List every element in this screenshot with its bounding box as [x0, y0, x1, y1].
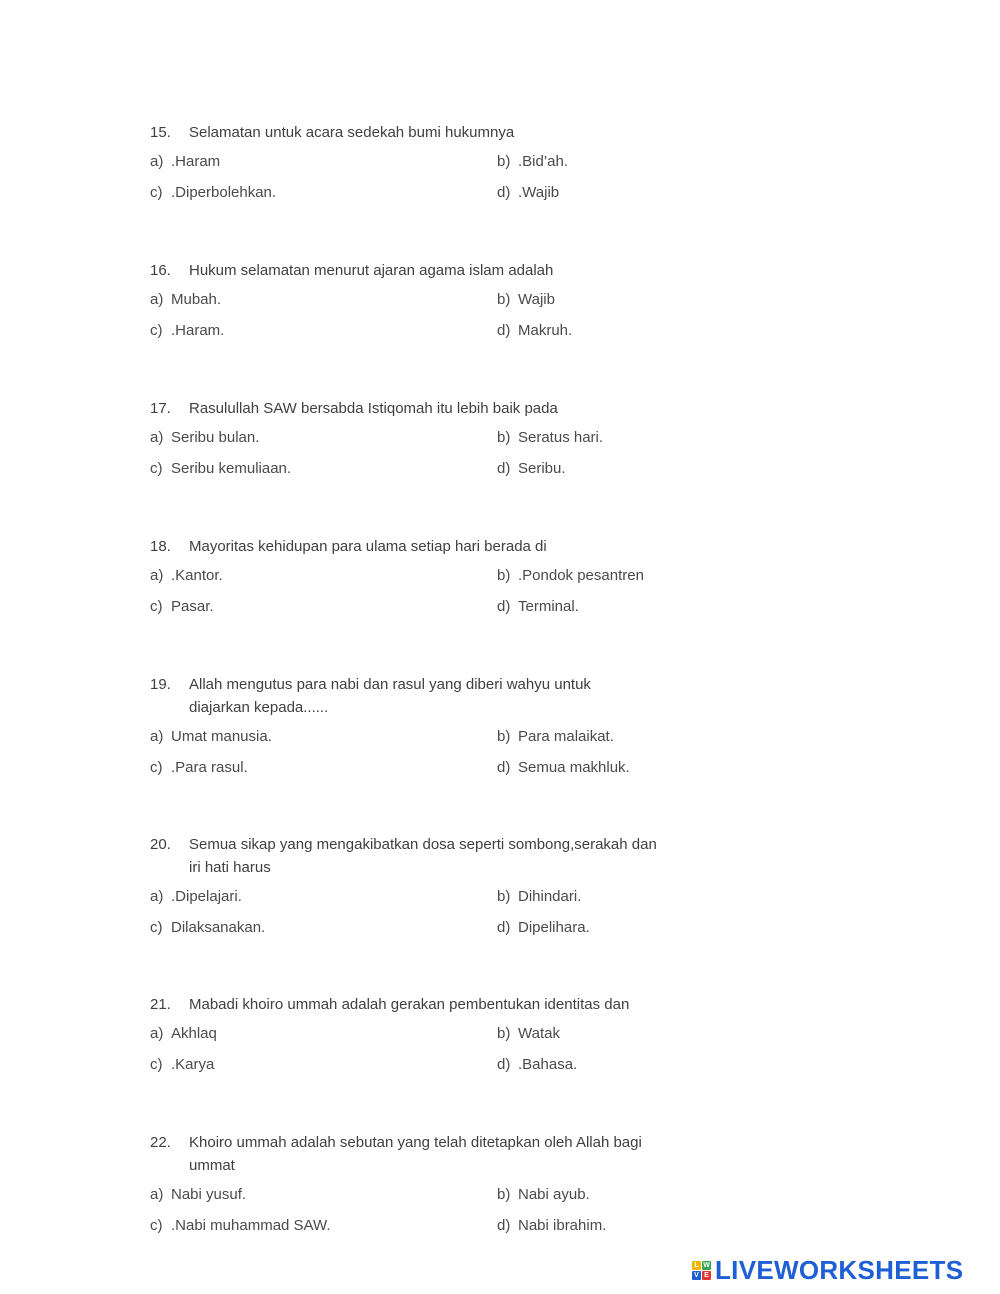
question-text: Semua sikap yang mengakibatkan dosa seperti sombong,serakah dan iri hati harus: [189, 836, 657, 876]
option-text: Semua makhluk.: [518, 759, 630, 776]
option-a[interactable]: [150, 152, 220, 172]
question-19: [150, 673, 710, 789]
option-label: a): [150, 429, 164, 446]
option-c[interactable]: [150, 459, 291, 479]
option-label: b): [497, 567, 511, 584]
question-stem: [150, 673, 710, 719]
question-text: Allah mengutus para nabi dan rasul yang diberi wahyu untuk diajarkan kepada......: [189, 676, 591, 716]
question-15: [150, 121, 710, 214]
option-a[interactable]: [150, 887, 242, 907]
option-text: Nabi ayub.: [518, 1186, 590, 1203]
liveworksheets-brand: [692, 1255, 963, 1286]
options: [150, 290, 710, 352]
question-number: 19.: [150, 676, 171, 693]
option-a[interactable]: [150, 1185, 246, 1205]
option-c[interactable]: [150, 597, 214, 617]
question-number: 16.: [150, 262, 171, 279]
option-label: d): [497, 759, 511, 776]
option-text: .Kantor.: [171, 567, 223, 584]
option-label: c): [150, 919, 163, 936]
option-label: d): [497, 460, 511, 477]
option-a[interactable]: [150, 727, 272, 747]
option-d[interactable]: [497, 758, 630, 778]
option-text: .Haram: [171, 153, 221, 170]
logo-tile: E: [702, 1271, 711, 1280]
option-a[interactable]: [150, 1024, 217, 1044]
option-text: Dihindari.: [518, 888, 582, 905]
option-text: .Haram.: [171, 322, 225, 339]
option-label: d): [497, 919, 511, 936]
option-text: Akhlaq: [171, 1025, 217, 1042]
option-b[interactable]: [497, 290, 555, 310]
option-b[interactable]: [497, 727, 614, 747]
option-label: a): [150, 1186, 164, 1203]
options: [150, 1185, 710, 1247]
option-label: b): [497, 1186, 511, 1203]
option-b[interactable]: [497, 887, 581, 907]
option-label: d): [497, 598, 511, 615]
option-b[interactable]: [497, 566, 644, 586]
option-c[interactable]: [150, 1216, 331, 1236]
option-c[interactable]: [150, 183, 276, 203]
question-text: Selamatan untuk acara sedekah bumi hukumnya: [189, 124, 515, 141]
option-c[interactable]: [150, 918, 265, 938]
logo-tile: V: [692, 1271, 701, 1280]
option-label: b): [497, 728, 511, 745]
options: [150, 428, 710, 490]
question-stem: [150, 397, 710, 420]
option-text: .Bid’ah.: [518, 153, 569, 170]
question-text: Rasulullah SAW bersabda Istiqomah itu lebih baik pada: [189, 400, 558, 417]
option-text: .Pondok pesantren: [518, 567, 644, 584]
options: [150, 152, 710, 214]
option-text: Seribu bulan.: [171, 429, 260, 446]
option-text: .Diperbolehkan.: [171, 184, 277, 201]
question-number: 20.: [150, 836, 171, 853]
option-c[interactable]: [150, 1055, 214, 1075]
question-number: 15.: [150, 124, 171, 141]
question-stem: [150, 1131, 710, 1177]
question-text: Mabadi khoiro ummah adalah gerakan pembentukan identitas dan: [189, 996, 630, 1013]
option-text: Wajib: [518, 291, 555, 308]
question-stem: [150, 993, 710, 1016]
option-text: Makruh.: [518, 322, 573, 339]
question-number: 22.: [150, 1134, 171, 1151]
option-text: .Wajib: [518, 184, 560, 201]
option-text: Nabi ibrahim.: [518, 1217, 607, 1234]
option-label: b): [497, 1025, 511, 1042]
question-18: [150, 535, 710, 628]
option-text: .Nabi muhammad SAW.: [171, 1217, 331, 1234]
option-label: d): [497, 1056, 511, 1073]
option-text: Seratus hari.: [518, 429, 604, 446]
option-text: Dipelihara.: [518, 919, 590, 936]
liveworksheets-logo-icon: [692, 1261, 711, 1280]
option-d[interactable]: [497, 459, 566, 479]
option-label: c): [150, 460, 163, 477]
question-number: 17.: [150, 400, 171, 417]
option-label: a): [150, 1025, 164, 1042]
question-stem: [150, 535, 710, 558]
option-label: a): [150, 567, 164, 584]
option-d[interactable]: [497, 183, 559, 203]
option-label: c): [150, 759, 163, 776]
option-c[interactable]: [150, 758, 248, 778]
option-d[interactable]: [497, 918, 590, 938]
option-label: d): [497, 184, 511, 201]
option-label: a): [150, 291, 164, 308]
option-text: Watak: [518, 1025, 560, 1042]
option-text: Seribu kemuliaan.: [171, 460, 292, 477]
options: [150, 1024, 710, 1086]
option-d[interactable]: [497, 321, 572, 341]
option-text: .Karya: [171, 1056, 215, 1073]
question-21: [150, 993, 710, 1086]
question-stem: [150, 259, 710, 282]
option-text: Terminal.: [518, 598, 579, 615]
option-b[interactable]: [497, 428, 603, 448]
option-c[interactable]: [150, 321, 224, 341]
option-label: a): [150, 888, 164, 905]
option-text: Nabi yusuf.: [171, 1186, 247, 1203]
options: [150, 887, 710, 949]
logo-tile: W: [703, 1262, 710, 1269]
option-label: a): [150, 728, 164, 745]
option-a[interactable]: [150, 290, 221, 310]
option-label: d): [497, 322, 511, 339]
question-20: [150, 833, 710, 949]
option-label: d): [497, 1217, 511, 1234]
question-number: 18.: [150, 538, 171, 555]
question-22: [150, 1131, 710, 1247]
option-text: Para malaikat.: [518, 728, 614, 745]
option-a[interactable]: [150, 428, 259, 448]
option-text: Pasar.: [171, 598, 214, 615]
options: [150, 727, 710, 789]
option-text: .Para rasul.: [171, 759, 248, 776]
option-label: b): [497, 429, 511, 446]
question-text: Khoiro ummah adalah sebutan yang telah ditetapkan oleh Allah bagi ummat: [189, 1134, 642, 1174]
question-16: [150, 259, 710, 352]
question-stem: [150, 833, 710, 879]
option-d[interactable]: [497, 1055, 577, 1075]
option-label: c): [150, 1217, 163, 1234]
option-text: Dilaksanakan.: [171, 919, 266, 936]
question-text: Hukum selamatan menurut ajaran agama islam adalah: [189, 262, 554, 279]
option-label: c): [150, 1056, 163, 1073]
option-b[interactable]: [497, 1185, 590, 1205]
option-b[interactable]: [497, 152, 568, 172]
option-a[interactable]: [150, 566, 223, 586]
option-text: Seribu.: [518, 460, 566, 477]
option-d[interactable]: [497, 597, 579, 617]
question-17: [150, 397, 710, 490]
question-text: Mayoritas kehidupan para ulama setiap hari berada di: [189, 538, 547, 555]
brand-text: LIVEWORKSHEETS: [715, 1255, 964, 1285]
question-stem: [150, 121, 710, 144]
option-label: a): [150, 153, 164, 170]
option-d[interactable]: [497, 1216, 606, 1236]
option-b[interactable]: [497, 1024, 560, 1044]
question-number: 21.: [150, 996, 171, 1013]
option-text: Mubah.: [171, 291, 222, 308]
option-label: c): [150, 322, 163, 339]
option-text: Umat manusia.: [171, 728, 272, 745]
option-label: c): [150, 598, 163, 615]
option-label: c): [150, 184, 163, 201]
option-text: .Bahasa.: [518, 1056, 578, 1073]
options: [150, 566, 710, 628]
option-label: b): [497, 291, 511, 308]
option-label: b): [497, 888, 511, 905]
option-text: .Dipelajari.: [171, 888, 242, 905]
logo-tile: L: [692, 1261, 701, 1270]
option-label: b): [497, 153, 511, 170]
